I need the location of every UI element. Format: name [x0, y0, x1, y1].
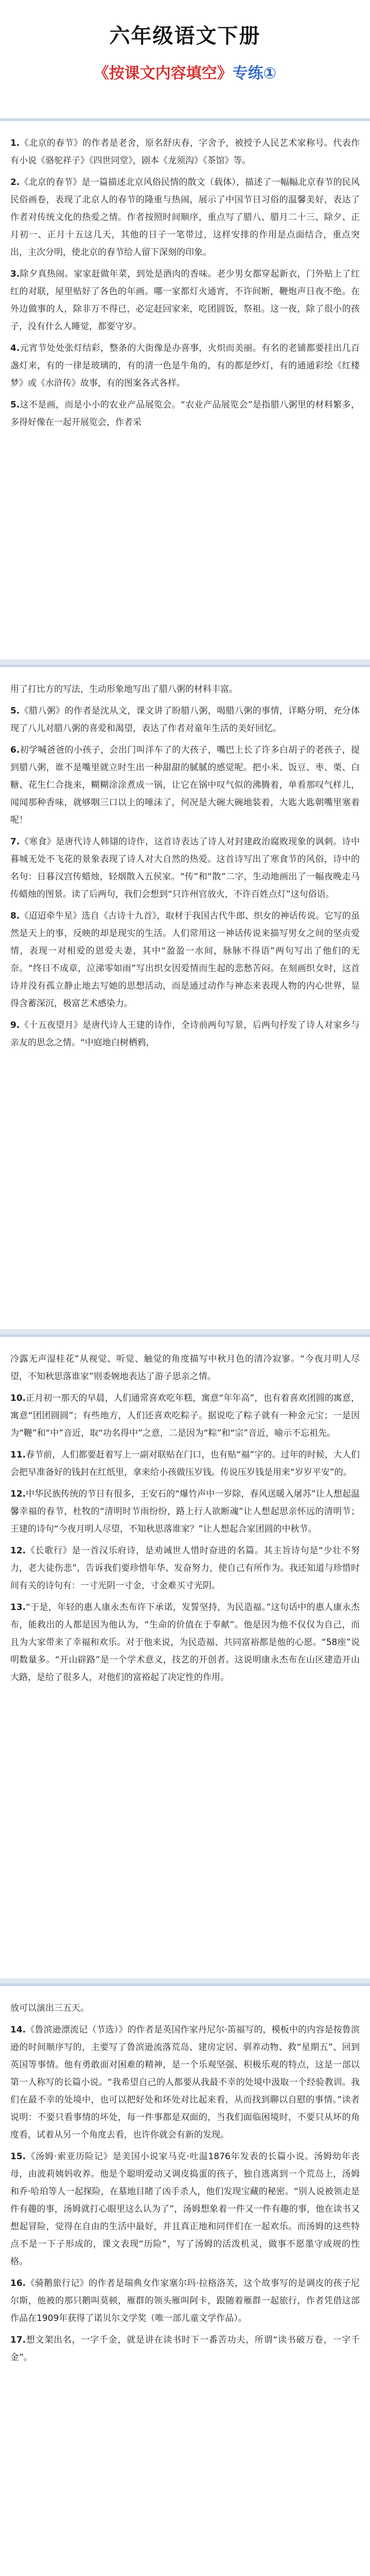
question-item: 12.《长歌行》是一首汉乐府诗，是劝诫世人惜时奋进的名篇。其主旨诗句是“少壮不努力，老大徒伤悲”，告诉我们要珍惜年华、发奋努力，使自己有所作为。我还知道与珍惜时间有关的诗句有：一寸光阴一寸金，寸金难买寸光阴。 — [10, 1546, 360, 1591]
question-item: 5.《腊八粥》的作者是沈从文，课文讲了盼腊八粥，喝腊八粥的事情，详略分明，充分体现了八儿对腊八粥的喜爱和渴望，表达了作者对童年生活的美好回忆。 — [10, 706, 360, 734]
subtitle-tag: 专练① — [232, 64, 277, 82]
question-item: 14.《鲁滨逊漂流记（节选）》的作者是英国作家丹尼尔·笛福写的，模板中的内容是按鲁滨逊的时间顺序写的，主要写了鲁滨逊流落荒岛、建房定居、驯养动物、救“星期五”、回到英国等事情。他有勇敢面对困难的精神，是一个乐观坚强、积极乐观的特点，这是一部以第一人称写的长篇小说。“我希望自己的人都要从我最不幸的处境中汲取一个经验教训。我们在最不幸的处境中，也可以把好处和坏处对比起来看，从而找到聊以自慰的事情。”读者说明：不要只看事情的坏处，每一件事都是双面的，当我们面临困境时，不要只从坏的角度看，试着从另一个角度去看，也许你就会有新的发现。 — [10, 2025, 360, 2140]
question-item: 7.《寒食》是唐代诗人韩翃的诗作，这首诗表达了诗人对封建政治腐败现象的讽刺。诗中暮城无处不飞花的景象表现了诗人对大自然的热爱。这首诗写出了寒食节的风俗，诗中的名句：日暮汉宫传蜡烛，轻烟散入五侯家。“传”和“散”二字，生动地画出了一幅夜晚走马传蜡烛的图景。读了后两句，我们会想到“只许州官放火，不许百姓点灯”这句俗语。 — [10, 837, 360, 900]
question-item: 冷露无声湿桂花”从视觉、听觉、触觉的角度描写中秋月色的清冷寂寥。“今夜月明人尽望，不知秋思落谁家”则委婉地表达了游子思亲之情。 — [10, 1354, 360, 1382]
question-item: 用了打比方的写法，生动形象地写出了腊八粥的材料丰富。 — [10, 684, 238, 694]
question-item: 2.《北京的春节》是一篇描述北京风俗民情的散文（载体），描述了一幅幅北京春节的民风民俗画卷，表现了北京人的春节的隆重与热闹，展示了中国节日习俗的温馨美好，表达了作者对传统文化的热爱之情。作者按照时间顺序，重点写了腊八、腊月二十三、除夕、正月初一、正月十五这几天，其他的日子一笔带过，这样安排的作用是点面结合，重点突出，主次分明，使北京的春节给人留下深刻的印象。 — [10, 177, 360, 258]
question-item: 6.初学喊爸爸的小孩子，会出门叫洋车了的大孩子，嘴巴上长了许多白胡子的老孩子，提到腊八粥，谁不是嘴里就立时生出一种甜甜的腻腻的感觉呢。把小米、饭豆、枣、栗、白糖、花生仁合拢来，糊糊涂涂煮成一锅，让它在锅中叹气似的沸腾着，单看那叹气样儿，闻闻那种香味，就够咽三口以上的唾沫了，何况是大碗大碗地装着，大匙大匙朝嘴里塞着呢！ — [10, 745, 360, 825]
page-subtitle — [0, 60, 370, 83]
question-item: 8.《迢迢牵牛星》选自《古诗十九首》，取材于我国古代牛郎、织女的神话传说。它写的虽然是天上的事，反映的却是现实的生活。人们常用这一神话传说来描写男女之间的坚贞爱情，表现一对相爱的恩爱夫妻，其中“盈盈一水间，脉脉不得语”两句写出了他们的无奈。“终日不成章，泣涕零如雨”写出织女因爱情而生起的悲愁苦闷。在刻画织女时，这首诗并没有孤立静止地去写她的思想活动，而是通过动作与神态来表现人物的内心世界，显得含蓄深沉，极富艺术感染力。 — [10, 911, 360, 1009]
content-card-3 — [0, 1334, 370, 1978]
question-item: 12.中华民族传统的节日有很多，王安石的“爆竹声中一岁除，春风送暖入屠苏”让人想起温馨幸福的春节，杜牧的“清明时节雨纷纷，路上行人欲断魂”让人想起思亲怀远的清明节；王建的诗句“今夜月明人尽望，不知秋思落谁家？”让人想起合家团圆的中秋节。 — [10, 1489, 360, 1534]
question-item: 4.元宵节处处张灯结彩，整条的大街像是办喜事，火炽而美丽。有名的老铺都要挂出几百盏灯来，有的一律是玻璃的，有的清一色是牛角的，有的都是纱灯，有的通通彩绘《红楼梦》或《水浒传》故事，有的图案各式各样。 — [10, 343, 360, 388]
question-item: 3.除夕真热闹。家家赶做年菜，到处是酒肉的香味。老少男女都穿起新衣，门外贴上了红红的对联，屋里贴好了各色的年画。哪一家都灯火通宵，不许间断，鞭炮声日夜不绝。在外边做事的人，除非万不得已，必定赶回家来，吃团圆饭，祭祖。这一夜，除了很小的孩子，没有什么人睡觉，都要守岁。 — [10, 269, 360, 332]
question-item: 17.想文架出名，一字千金，就是讲在读书时下一番苦功夫，所谓“读书破万卷，一字千金”。 — [10, 2335, 360, 2363]
question-item: 13.“于是，年轻的惠人康永杰布许下承诺，发誓坚持，为民造福。”这句话中的惠人康永杰布，能救出的人都是因为他认为，“生命的价值在于奉献”。他是因为他不仅仅为自己，而且为大家带来了幸福和欢乐。对于他来说，为民造福、共同富裕都是他的心愿。“58座”说明数量多。“开山辟路”是一个学术意义，技艺的开创者。这说明康永杰布在山区建造开山大路，是给了很多人，对他们的富裕起了决定性的作用。 — [10, 1602, 360, 1683]
question-item: 10.正月初一那天的早晨，人们通常喜欢吃年糕，寓意“年年高”，也有着喜欢团圆的寓意，寓意“团团圆圆”；有些地方，人们还喜欢吃粽子。据说吃了粽子就有一种金元宝；一是因为“鞭”和“中”音近，取“功名得中”之意，二是因为“粽”和“宗”音近，喻示不忘祖先。 — [10, 1393, 360, 1438]
content-card-1 — [0, 118, 370, 659]
question-item: 11.春节前，人们都要赶着写上一副对联贴在门口，也有贴“福”字的。过年的时候，大人们会把早准备好的钱封在红纸里，拿来给小孩做压岁钱。传说压岁钱是用来“岁岁平安”的。 — [10, 1450, 360, 1478]
question-item: 放可以演出三五天。 — [10, 2003, 89, 2013]
question-item: 5.这不是画，而是小小的农业产品展览会。“农业产品展览会”是指腊八粥里的材料繁多，多得好像在一起开展览会，作者采 — [10, 400, 360, 428]
question-item: 16.《骑鹅旅行记》的作者是瑞典女作家塞尔玛·拉格洛芙，这个故事写的是调皮的孩子尼尔斯，他被的那只鹅叫莫顿，雁群的领头雁叫阿卡，跟随着雁群一起旅行，作者凭借这部作品在1909年获得了诺贝尔文学奖（唯一部儿童文学作品）。 — [10, 2278, 360, 2324]
question-item: 1.《北京的春节》的作者是老舍，原名舒庆春，字舍予，被授予人民艺术家称号。代表作有小说《骆驼祥子》《四世同堂》，剧本《龙须沟》《茶馆》等。 — [10, 138, 360, 166]
page-title: 六年级语文下册 — [109, 24, 261, 48]
subtitle-main: 《按课文内容填空》 — [93, 64, 233, 82]
content-card-4 — [0, 1984, 370, 2576]
question-item: 9.《十五夜望月》是唐代诗人王建的诗作，全诗前两句写景，后两句抒发了诗人对家乡与亲友的思念之情。“中庭地白树栖鸦， — [10, 1020, 360, 1048]
question-item: 15.《汤姆·索亚历险记》是美国小说家马克·吐温1876年发表的长篇小说。汤姆幼年丧母，由波莉姨妈收养。他是个聪明爱动又调皮捣蛋的孩子，独自逃离到一个荒岛上，汤姆和乔·哈珀等人一起探险，在墓地目睹了凶手杀人，他们发现宝藏的秘密。“别人说被领走是件有趣的事，汤姆就打心眼里这么认为了”，汤姆想象着一件又一件有趣的事，他在读书又想起冒险，觉得在自由的生活中最好，并且真正地和同伴们在一起欢乐。而汤姆的这些特点不是一下子形成的，课文表现“历险”，写了汤姆的活泼机灵，做事不愿墨守成规的性格。 — [10, 2151, 360, 2267]
header — [0, 0, 370, 118]
content-card-2 — [0, 665, 370, 1329]
